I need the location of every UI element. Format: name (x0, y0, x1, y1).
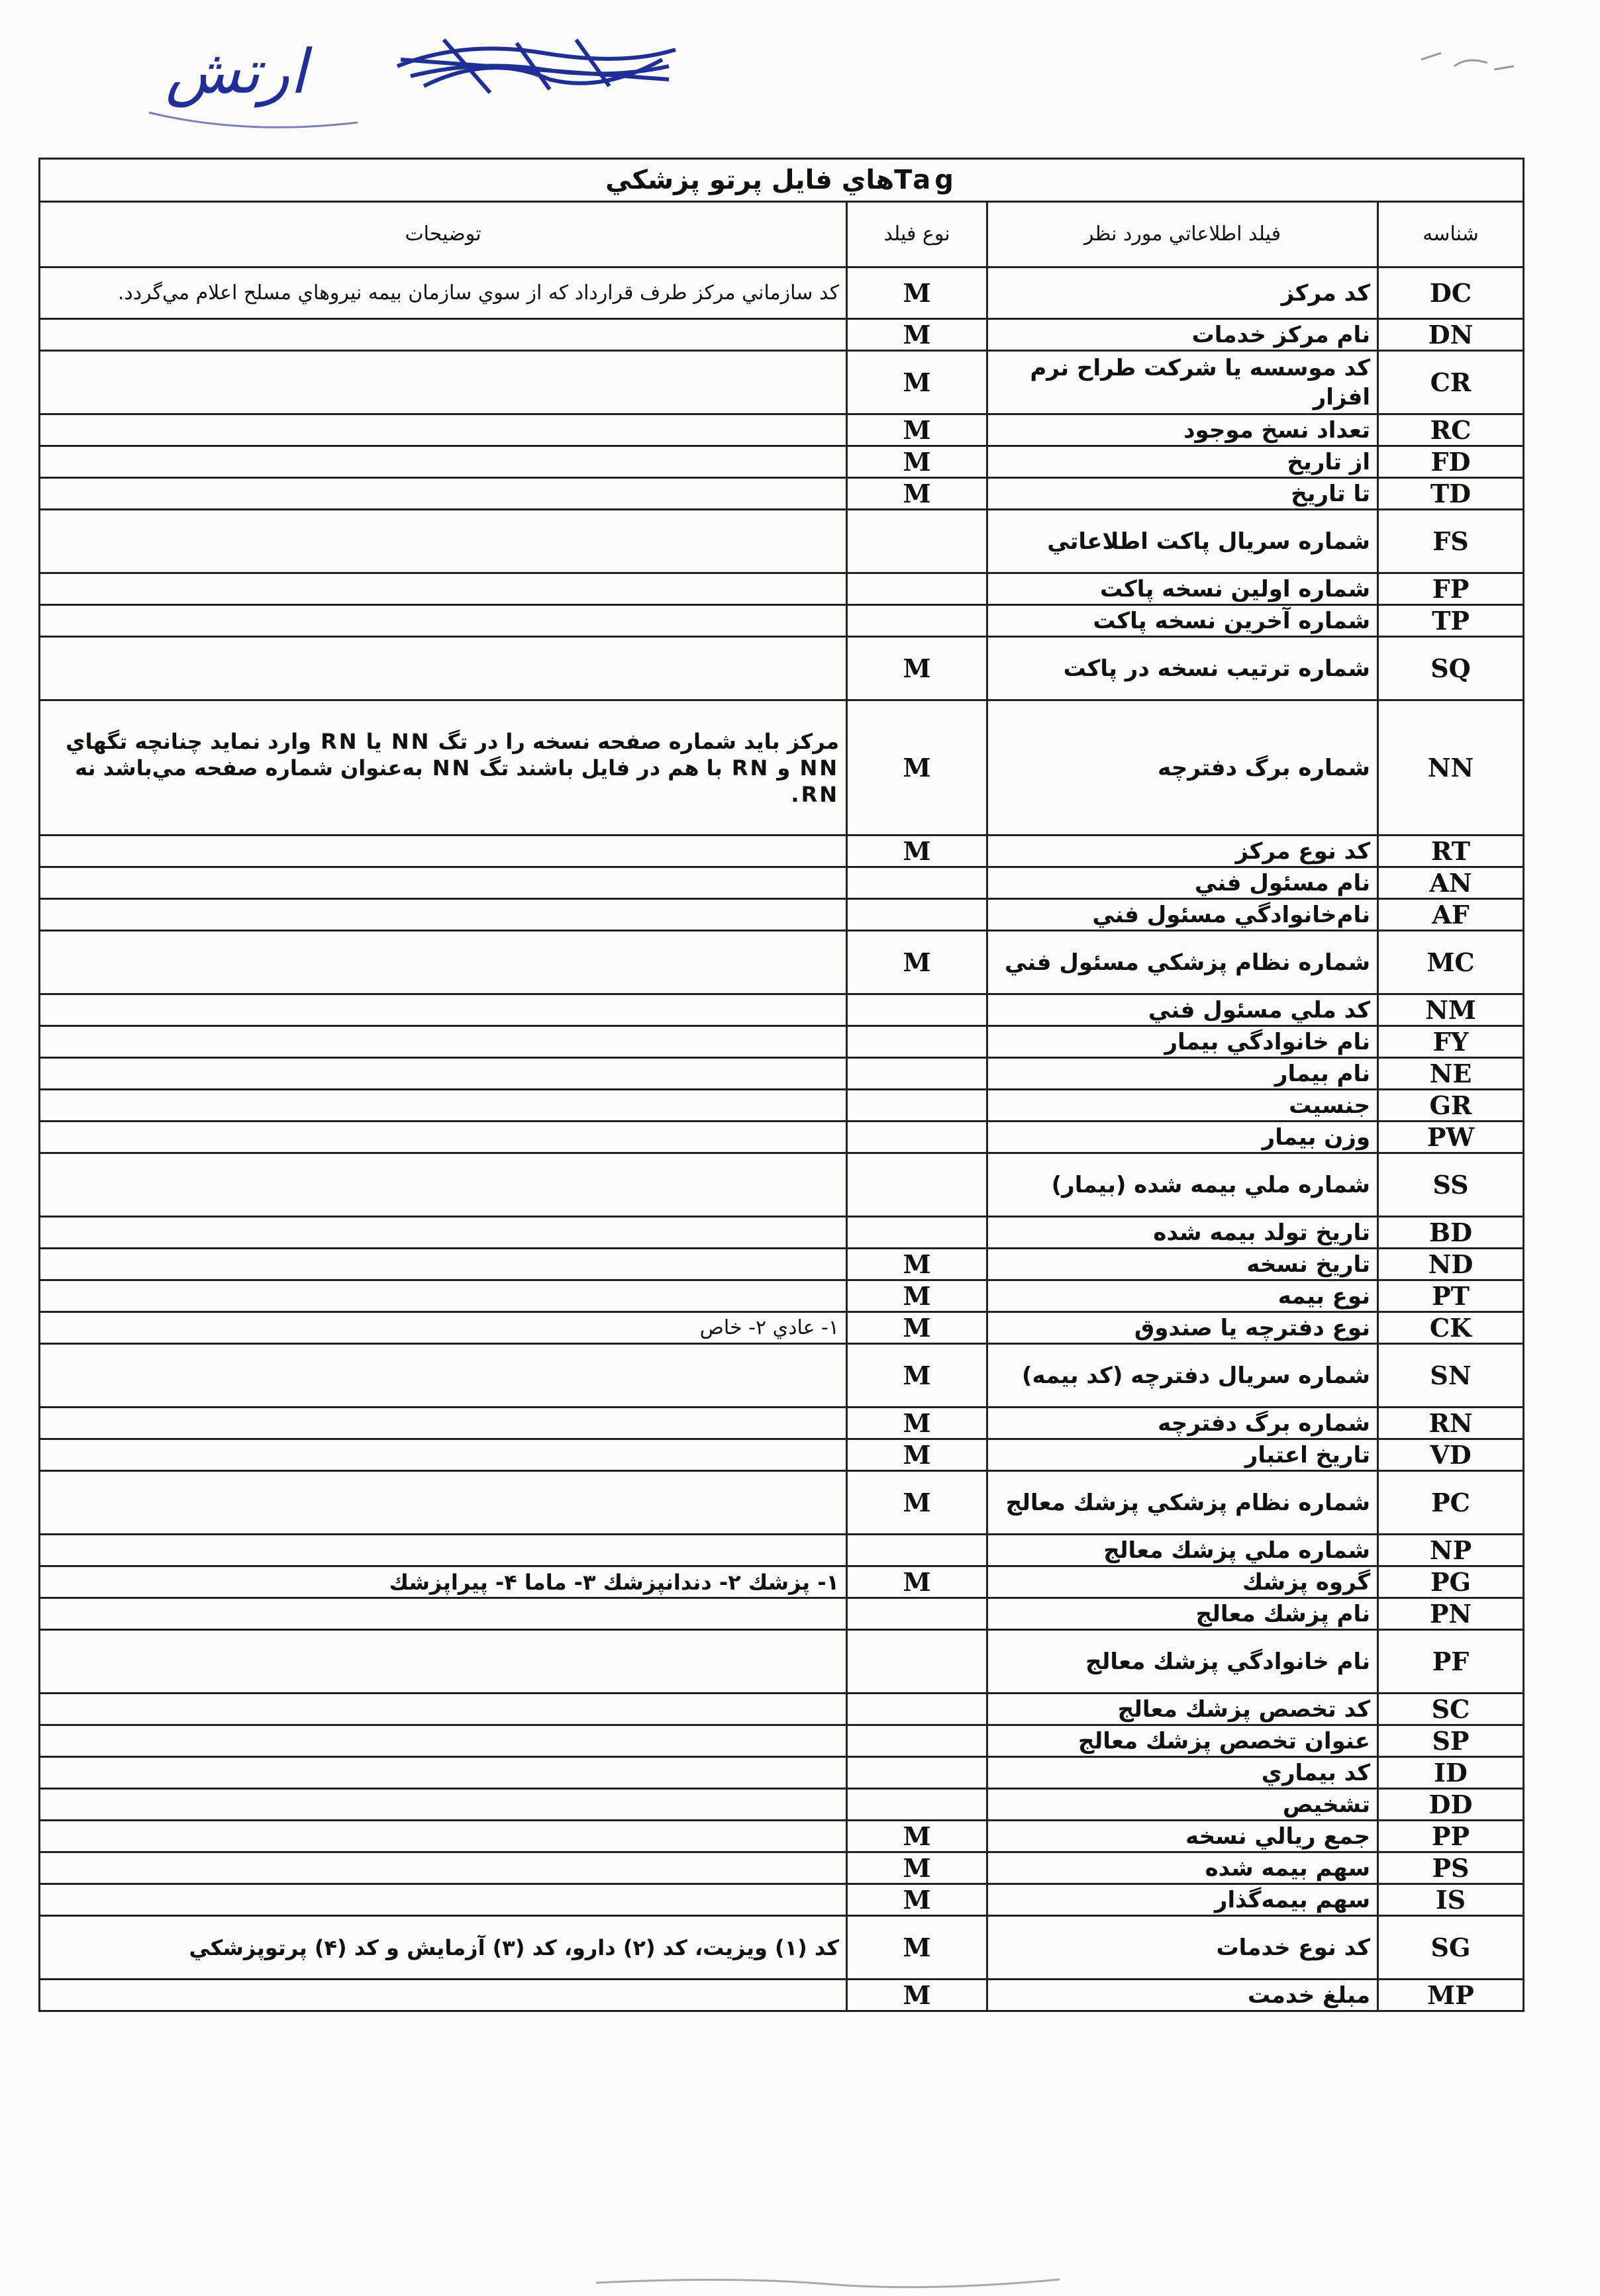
field-type-cell (847, 1090, 987, 1122)
description-cell (40, 1439, 847, 1471)
table-row (40, 1725, 1524, 1757)
description-cell (40, 1980, 847, 2011)
description-cell: كد (۱) ويزيت، كد (۲) دارو، كد (۳) آزمايش و كد (۴) پرتوپزشكي (40, 1916, 847, 1980)
field-name-cell: نام پزشك معالج (987, 1598, 1378, 1630)
table-row (40, 994, 1524, 1026)
table-body (40, 267, 1524, 2011)
description-cell (40, 1090, 847, 1122)
description-cell (40, 1630, 847, 1694)
tag-id-cell: DC (1378, 267, 1524, 319)
field-type-cell: M (847, 1408, 987, 1439)
field-type-cell: M (847, 1566, 987, 1598)
tag-id-cell: PN (1378, 1598, 1524, 1630)
description-cell (40, 573, 847, 605)
field-name-cell: تشخيص (987, 1789, 1378, 1821)
field-type-cell (847, 573, 987, 605)
description-cell (40, 931, 847, 994)
table-row (40, 1598, 1524, 1630)
bottom-scan-smudge (596, 2270, 1060, 2289)
description-cell (40, 1884, 847, 1916)
tag-id-cell: NP (1378, 1535, 1524, 1566)
field-name-cell: نوع بيمه (987, 1280, 1378, 1312)
table-row (40, 1439, 1524, 1471)
field-type-cell (847, 605, 987, 637)
field-name-cell: جمع ريالي نسخه (987, 1821, 1378, 1852)
tag-id-cell: CR (1378, 351, 1524, 414)
description-cell (40, 1408, 847, 1439)
field-name-cell: نام خانوادگي پزشك معالج (987, 1630, 1378, 1694)
handwritten-name: ارتش (166, 36, 307, 107)
table-row (40, 573, 1524, 605)
field-type-cell: M (847, 1821, 987, 1852)
table-row (40, 414, 1524, 446)
field-name-cell: تا تاريخ (987, 478, 1378, 510)
description-cell (40, 510, 847, 573)
field-type-cell: M (847, 1852, 987, 1884)
field-name-cell: شماره نظام پزشكي مسئول فني (987, 931, 1378, 994)
description-cell (40, 1535, 847, 1566)
field-name-cell: شماره اولين نسخه پاكت (987, 573, 1378, 605)
table-row (40, 1026, 1524, 1058)
description-cell (40, 1344, 847, 1408)
table-row (40, 836, 1524, 867)
table-row (40, 510, 1524, 573)
tag-id-cell: BD (1378, 1217, 1524, 1249)
tag-id-cell: RC (1378, 414, 1524, 446)
field-name-cell: شماره آخرين نسخه پاكت (987, 605, 1378, 637)
field-name-cell: شماره نظام پزشكي پزشك معالج (987, 1471, 1378, 1535)
description-cell (40, 478, 847, 510)
field-name-cell: نام مسئول فني (987, 867, 1378, 899)
table-row (40, 351, 1524, 414)
crossed-out-scribble (397, 40, 675, 93)
tag-id-cell: GR (1378, 1090, 1524, 1122)
description-cell (40, 319, 847, 351)
description-cell: ۱- پزشك ۲- دندانپزشك ۳- ماما ۴- پيراپزشك (40, 1566, 847, 1598)
tag-id-cell: CK (1378, 1312, 1524, 1344)
field-type-cell: M (847, 319, 987, 351)
field-type-cell (847, 899, 987, 931)
field-type-cell: M (847, 351, 987, 414)
tag-id-cell: ID (1378, 1757, 1524, 1789)
tag-id-cell: PT (1378, 1280, 1524, 1312)
description-cell: مركز بايد شماره صفحه نسخه را در تگ NN يا RN وارد نمايد چنانچه تگهاي NN و RN با هم در فايل باشند تگ NN به‌عنوان شماره صفحه مي‌باشد نه RN. (40, 700, 847, 836)
field-name-cell: كد تخصص پزشك معالج (987, 1694, 1378, 1725)
description-cell (40, 1694, 847, 1725)
table-row (40, 478, 1524, 510)
tag-id-cell: NN (1378, 700, 1524, 836)
table-row (40, 931, 1524, 994)
field-type-cell (847, 1725, 987, 1757)
field-type-cell (847, 1026, 987, 1058)
table-row (40, 1090, 1524, 1122)
table-row (40, 1153, 1524, 1217)
header-field: فيلد اطلاعاتي مورد نظر (987, 202, 1378, 267)
tag-id-cell: AF (1378, 899, 1524, 931)
field-name-cell: نام خانوادگي بيمار (987, 1026, 1378, 1058)
table-row (40, 319, 1524, 351)
field-name-cell: وزن بيمار (987, 1122, 1378, 1153)
field-type-cell: M (847, 1312, 987, 1344)
field-type-cell: M (847, 1916, 987, 1980)
field-name-cell: كد نوع خدمات (987, 1916, 1378, 1980)
field-name-cell: مبلغ خدمت (987, 1980, 1378, 2011)
field-name-cell: شماره برگ دفترچه (987, 700, 1378, 836)
field-name-cell: سهم بيمه‌گذار (987, 1884, 1378, 1916)
table-row (40, 1852, 1524, 1884)
tag-id-cell: MC (1378, 931, 1524, 994)
table-row (40, 1249, 1524, 1280)
tag-id-cell: NM (1378, 994, 1524, 1026)
description-cell (40, 1153, 847, 1217)
description-cell (40, 867, 847, 899)
description-cell (40, 1249, 847, 1280)
field-type-cell: M (847, 478, 987, 510)
tag-id-cell: PG (1378, 1566, 1524, 1598)
tag-id-cell: TD (1378, 478, 1524, 510)
field-type-cell (847, 1153, 987, 1217)
field-name-cell: تاريخ نسخه (987, 1249, 1378, 1280)
description-cell (40, 351, 847, 414)
table-row (40, 1694, 1524, 1725)
description-cell (40, 414, 847, 446)
field-type-cell: M (847, 700, 987, 836)
field-name-cell: شماره ترتيب نسخه در پاكت (987, 637, 1378, 700)
field-name-cell: شماره ملي بيمه شده (بيمار) (987, 1153, 1378, 1217)
description-cell (40, 1821, 847, 1852)
tag-id-cell: FP (1378, 573, 1524, 605)
field-name-cell: از تاريخ (987, 446, 1378, 478)
field-type-cell (847, 1217, 987, 1249)
table-row (40, 1535, 1524, 1566)
field-name-cell: شماره سريال پاكت اطلاعاتي (987, 510, 1378, 573)
table-row (40, 700, 1524, 836)
field-type-cell (847, 1598, 987, 1630)
tag-id-cell: FD (1378, 446, 1524, 478)
field-name-cell: كد بيماري (987, 1757, 1378, 1789)
tag-id-cell: AN (1378, 867, 1524, 899)
table-row (40, 1280, 1524, 1312)
tag-id-cell: DN (1378, 319, 1524, 351)
tag-id-cell: VD (1378, 1439, 1524, 1471)
table-row (40, 1408, 1524, 1439)
description-cell: ۱- عادي ۲- خاص (40, 1312, 847, 1344)
field-name-cell: تعداد نسخ موجود (987, 414, 1378, 446)
table-row (40, 1757, 1524, 1789)
field-type-cell: M (847, 446, 987, 478)
field-name-cell: كد ملي مسئول فني (987, 994, 1378, 1026)
field-name-cell: شماره ملي پزشك معالج (987, 1535, 1378, 1566)
tag-id-cell: SG (1378, 1916, 1524, 1980)
tag-id-cell: RT (1378, 836, 1524, 867)
description-cell (40, 899, 847, 931)
field-type-cell: M (847, 414, 987, 446)
tag-id-cell: FY (1378, 1026, 1524, 1058)
field-name-cell: شماره برگ دفترچه (987, 1408, 1378, 1439)
field-type-cell (847, 1630, 987, 1694)
table-row (40, 1789, 1524, 1821)
field-type-cell (847, 1789, 987, 1821)
tag-id-cell: NE (1378, 1058, 1524, 1090)
header-desc: توضيحات (40, 202, 847, 267)
table-row (40, 267, 1524, 319)
description-cell (40, 1757, 847, 1789)
description-cell (40, 1852, 847, 1884)
table-row (40, 1344, 1524, 1408)
scan-smudge (1415, 46, 1521, 79)
field-name-cell: كد موسسه يا شركت طراح نرم افزار (987, 351, 1378, 414)
tag-id-cell: FS (1378, 510, 1524, 573)
table-row (40, 1566, 1524, 1598)
field-name-cell: عنوان تخصص پزشك معالج (987, 1725, 1378, 1757)
table-row (40, 1122, 1524, 1153)
header-type: نوع فيلد (847, 202, 987, 267)
field-type-cell (847, 1535, 987, 1566)
tag-id-cell: TP (1378, 605, 1524, 637)
field-type-cell (847, 1058, 987, 1090)
tag-id-cell: SS (1378, 1153, 1524, 1217)
description-cell: كد سازماني مركز طرف قرارداد كه از سوي سازمان بيمه نيروهاي مسلح اعلام مي‌گردد. (40, 267, 847, 319)
field-type-cell (847, 510, 987, 573)
table-row (40, 446, 1524, 478)
tag-id-cell: IS (1378, 1884, 1524, 1916)
description-cell (40, 1217, 847, 1249)
field-name-cell: شماره سريال دفترچه (كد بيمه) (987, 1344, 1378, 1408)
header-id: شناسه (1378, 202, 1524, 267)
tag-id-cell: PF (1378, 1630, 1524, 1694)
table-title: Tagهاي فايل پرتو پزشكي (40, 159, 1524, 202)
tag-id-cell: SQ (1378, 637, 1524, 700)
tag-id-cell: PS (1378, 1852, 1524, 1884)
table-row (40, 605, 1524, 637)
tag-id-cell: ND (1378, 1249, 1524, 1280)
field-name-cell: جنسيت (987, 1090, 1378, 1122)
description-cell (40, 637, 847, 700)
field-type-cell: M (847, 1249, 987, 1280)
field-name-cell: كد نوع مركز (987, 836, 1378, 867)
table-row (40, 1630, 1524, 1694)
field-name-cell: گروه پزشك (987, 1566, 1378, 1598)
field-type-cell: M (847, 836, 987, 867)
tag-id-cell: SC (1378, 1694, 1524, 1725)
table-row (40, 1821, 1524, 1852)
field-name-cell: نام بيمار (987, 1058, 1378, 1090)
description-cell (40, 1058, 847, 1090)
field-type-cell: M (847, 931, 987, 994)
table-row (40, 1312, 1524, 1344)
field-type-cell (847, 994, 987, 1026)
description-cell (40, 446, 847, 478)
field-type-cell: M (847, 1280, 987, 1312)
description-cell (40, 994, 847, 1026)
description-cell (40, 1026, 847, 1058)
table-row (40, 637, 1524, 700)
description-cell (40, 605, 847, 637)
description-cell (40, 1471, 847, 1535)
field-type-cell (847, 867, 987, 899)
tag-id-cell: PC (1378, 1471, 1524, 1535)
field-type-cell: M (847, 1884, 987, 1916)
table-row (40, 1471, 1524, 1535)
field-type-cell (847, 1122, 987, 1153)
field-type-cell: M (847, 1980, 987, 2011)
field-name-cell: نوع دفترچه يا صندوق (987, 1312, 1378, 1344)
table-row (40, 1217, 1524, 1249)
tag-id-cell: DD (1378, 1789, 1524, 1821)
field-type-cell (847, 1694, 987, 1725)
field-name-cell: كد مركز (987, 267, 1378, 319)
description-cell (40, 1280, 847, 1312)
field-type-cell: M (847, 267, 987, 319)
table-row (40, 899, 1524, 931)
description-cell (40, 1122, 847, 1153)
table-row (40, 1916, 1524, 1980)
field-name-cell: نام‌خانوادگي مسئول فني (987, 899, 1378, 931)
table-row (40, 1980, 1524, 2011)
handwritten-signature (146, 13, 689, 139)
field-name-cell: تاريخ اعتبار (987, 1439, 1378, 1471)
description-cell (40, 1789, 847, 1821)
description-cell (40, 1725, 847, 1757)
field-type-cell: M (847, 1471, 987, 1535)
field-name-cell: نام مركز خدمات (987, 319, 1378, 351)
tag-id-cell: SN (1378, 1344, 1524, 1408)
tag-id-cell: PW (1378, 1122, 1524, 1153)
field-type-cell (847, 1757, 987, 1789)
field-name-cell: سهم بيمه شده (987, 1852, 1378, 1884)
tag-id-cell: RN (1378, 1408, 1524, 1439)
field-name-cell: تاريخ تولد بيمه شده (987, 1217, 1378, 1249)
table-row (40, 1884, 1524, 1916)
field-type-cell: M (847, 637, 987, 700)
tag-id-cell: MP (1378, 1980, 1524, 2011)
tags-table (38, 158, 1525, 2012)
table-row (40, 1058, 1524, 1090)
field-type-cell: M (847, 1439, 987, 1471)
field-type-cell: M (847, 1344, 987, 1408)
description-cell (40, 836, 847, 867)
description-cell (40, 1598, 847, 1630)
tag-id-cell: PP (1378, 1821, 1524, 1852)
table-row (40, 867, 1524, 899)
tag-id-cell: SP (1378, 1725, 1524, 1757)
